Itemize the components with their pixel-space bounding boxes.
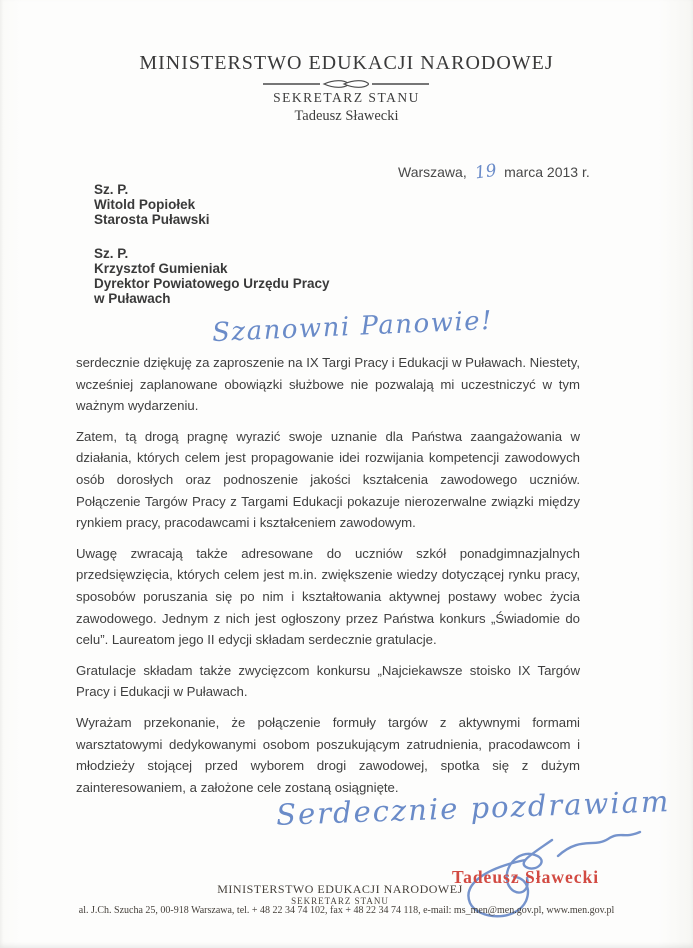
handwritten-day: 19 xyxy=(473,160,498,184)
handwritten-closing: Serdecznie pozdrawiam xyxy=(275,784,671,832)
letterhead-secretary-role: SEKRETARZ STANU xyxy=(273,90,420,105)
paragraph: Zatem, tą drogą pragnę wyrazić swoje uznanie dla Państwa zaangażowania w działania, których celem jest propagowanie idei rozwijania kompetencji zawodowych osób dorosłych oraz podnoszenie jakości kształcenia zawodowego uczniów. Połączenie Targów Pracy z Targami Edukacji pokazuje nierozerwalne związki między rynkiem pracy, pracodawcami i kształceniem zawodowym. xyxy=(76,428,580,531)
recipient-line: Sz. P. xyxy=(94,246,129,261)
paragraph: Wyrażam przekonanie, że połączenie formuły targów z aktywnymi formami warsztatowymi dedykowanymi osobom poszukującym zatrudnienia, pracodawcom i młodzieży stojącej przed wyborem drogi zawodowej, spotka się z dużym zainteresowaniem, a założone cele zostaną osiągnięte. xyxy=(76,714,580,795)
footer-role: SEKRETARZ STANU xyxy=(291,896,389,906)
name-stamp: Tadeusz Sławecki xyxy=(452,867,600,887)
letterhead-ministry-title: MINISTERSTWO EDUKACJI NARODOWEJ xyxy=(139,52,554,74)
letter-body xyxy=(76,352,580,807)
recipient-line: w Puławach xyxy=(94,291,171,306)
handwritten-greeting: Szanowni Panowie! xyxy=(211,305,494,349)
paragraph: Uwagę zwracają także adresowane do uczniów szkół ponadgimnazjalnych przedsięwzięcia, których celem jest m.in. zwiększenie wiedzy dotyczącej rynku pracy, sposobów poruszania się po nim i kształtowania aktywnej postawy wobec życia zawodowego. Jednym z nich jest ogłoszony przez Państwa konkurs „Świadomie do celu”. Laureatom jego II edycji składam serdecznie gratulacje. xyxy=(76,545,580,648)
dateline-city: Warszawa, xyxy=(398,164,467,180)
dateline-date: marca 2013 r. xyxy=(504,164,590,180)
recipient-line: Witold Popiołek xyxy=(94,197,196,212)
paragraph: serdecznie dziękuję za zaproszenie na IX Targi Pracy i Edukacji w Puławach. Niestety, wcześniej zaplanowane obowiązki służbowe nie pozwalają mi uczestniczyć w tym ważnym wydarzeniu. xyxy=(76,355,580,414)
recipient-line: Krzysztof Gumieniak xyxy=(94,261,228,276)
letterhead-secretary-name: Tadeusz Sławecki xyxy=(294,108,399,124)
paragraph: Gratulacje składam także zwycięzcom konkursu „Najciekawsze stoisko IX Targów Pracy i Edukacji w Puławach. xyxy=(76,662,580,700)
recipient-block-starosta xyxy=(94,182,210,227)
recipient-line: Dyrektor Powiatowego Urzędu Pracy xyxy=(94,276,330,291)
recipient-block-dyrektor-pup xyxy=(94,246,330,306)
footer-address: al. J.Ch. Szucha 25, 00-918 Warszawa, tel. + 48 22 34 74 102, fax + 48 22 34 74 118, e-mail: ms_men@men.gov.pl, www.men.gov.pl xyxy=(78,905,615,916)
dateline xyxy=(398,162,590,182)
recipient-line: Starosta Puławski xyxy=(94,212,210,227)
recipient-line: Sz. P. xyxy=(94,182,129,197)
footer-ministry: MINISTERSTWO EDUKACJI NARODOWEJ xyxy=(217,882,463,896)
